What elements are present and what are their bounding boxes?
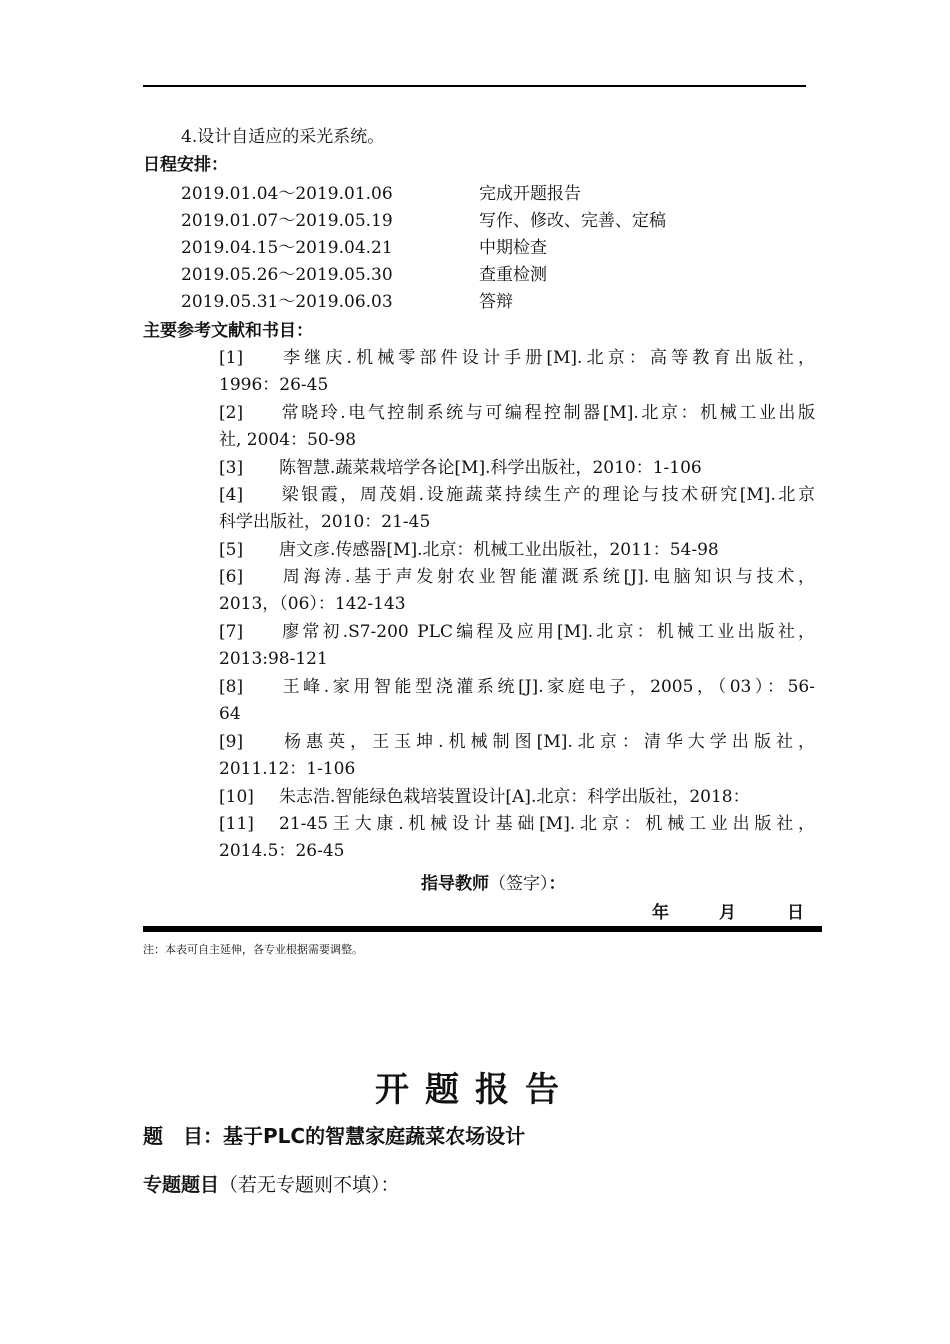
subtopic-line — [143, 1170, 400, 1197]
reference-item — [219, 345, 815, 399]
reference-line — [219, 619, 815, 646]
reference-item — [219, 564, 815, 618]
schedule-task: 写作、修改、完善、定稿 — [479, 211, 666, 231]
report-title: 开题报告 — [375, 1070, 575, 1110]
reference-item — [219, 455, 815, 482]
table-bottom-rule — [143, 926, 822, 932]
reference-line — [219, 729, 815, 756]
header-rule — [143, 85, 806, 87]
reference-item — [219, 619, 815, 673]
reference-item — [219, 729, 815, 783]
reference-line — [219, 564, 815, 591]
reference-text: 唐文彦.传感器[M].北京：机械工业出版社，2011：54-98 — [279, 540, 719, 560]
reference-item — [219, 400, 815, 454]
advisor-signature — [421, 869, 566, 894]
reference-line — [219, 811, 815, 838]
reference-number: [9] — [219, 732, 244, 752]
plan-item-4: 4.设计自适应的采光系统。 — [181, 127, 385, 147]
schedule-dates: 2019.01.07～2019.05.19 — [181, 211, 393, 231]
reference-line — [219, 345, 815, 372]
reference-text: 21-45王大康.机械设计基础[M].北京：机械工业出版社， — [279, 814, 815, 834]
schedule-dates: 2019.01.04～2019.01.06 — [181, 184, 393, 204]
reference-line — [219, 455, 815, 482]
reference-number: [7] — [219, 622, 244, 642]
reference-line — [219, 482, 815, 509]
schedule-dates: 2019.04.15～2019.04.21 — [181, 238, 393, 258]
reference-text: 王峰.家用智能型浇灌系统[J].家庭电子，2005，（03）：56- — [279, 677, 815, 697]
reference-text: 陈智慧.蔬菜栽培学各论[M].科学出版社，2010：1-106 — [279, 458, 702, 478]
schedule-dates: 2019.05.26～2019.05.30 — [181, 265, 393, 285]
reference-continuation: 2011.12：1-106 — [219, 759, 356, 779]
reference-continuation: 2013:98-121 — [219, 649, 328, 669]
reference-item — [219, 811, 815, 865]
date-year-label: 年 — [652, 903, 669, 923]
reference-text: 朱志浩.智能绿色栽培装置设计[A].北京：科学出版社，2018： — [279, 787, 750, 807]
footnote: 注：本表可自主延伸，各专业根据需要调整。 — [143, 943, 363, 956]
schedule-task: 完成开题报告 — [479, 184, 581, 204]
reference-number: [6] — [219, 567, 244, 587]
signature-label: 指导教师 — [421, 874, 489, 894]
reference-line — [219, 784, 815, 811]
reference-item — [219, 784, 815, 811]
schedule-heading: 日程安排： — [143, 155, 228, 175]
reference-text: 杨惠英，王玉坤.机械制图[M].北京：清华大学出版社， — [279, 732, 815, 752]
reference-number: [10] — [219, 787, 254, 807]
signature-paren: （签字） — [489, 874, 549, 894]
reference-line — [219, 674, 815, 701]
schedule-task: 答辩 — [479, 292, 513, 312]
reference-text: 常晓玲.电气控制系统与可编程控制器[M].北京：机械工业出版 — [279, 403, 815, 423]
reference-continuation: 2013，（06）：142-143 — [219, 594, 406, 614]
date-day-label: 日 — [787, 903, 804, 923]
reference-item — [219, 537, 815, 564]
reference-number: [11] — [219, 814, 254, 834]
subtopic-label: 专题题目 — [143, 1174, 220, 1196]
schedule-task: 中期检查 — [479, 238, 547, 258]
reference-line — [219, 537, 815, 564]
topic-line — [143, 1120, 525, 1149]
reference-continuation: 2014.5：26-45 — [219, 841, 345, 861]
reference-continuation: 社, 2004：50-98 — [219, 430, 357, 450]
signature-colon: ： — [548, 874, 566, 894]
reference-continuation: 科学出版社，2010：21-45 — [219, 512, 431, 532]
topic-value: 基于PLC的智慧家庭蔬菜农场设计 — [223, 1124, 526, 1148]
reference-text: 李继庆.机械零部件设计手册[M].北京：高等教育出版社， — [279, 348, 815, 368]
schedule-dates: 2019.05.31～2019.06.03 — [181, 292, 393, 312]
reference-number: [8] — [219, 677, 244, 697]
reference-item — [219, 482, 815, 536]
reference-number: [5] — [219, 540, 244, 560]
reference-number: [3] — [219, 458, 244, 478]
topic-label: 题 目： — [143, 1124, 223, 1148]
references-heading: 主要参考文献和书目： — [143, 321, 313, 341]
date-month-label: 月 — [719, 903, 736, 923]
schedule-task: 查重检测 — [479, 265, 547, 285]
reference-line — [219, 400, 815, 427]
reference-item — [219, 674, 815, 728]
reference-text: 廖常初.S7-200 PLC编程及应用[M].北京：机械工业出版社， — [279, 622, 815, 642]
reference-number: [1] — [219, 348, 244, 368]
reference-continuation: 64 — [219, 704, 241, 724]
subtopic-hint: （若无专题则不填）： — [219, 1174, 400, 1196]
reference-text: 周海涛.基于声发射农业智能灌溉系统[J].电脑知识与技术， — [279, 567, 815, 587]
reference-continuation: 1996：26-45 — [219, 375, 329, 395]
reference-text: 梁银霞，周茂娟.设施蔬菜持续生产的理论与技术研究[M].北京 — [279, 485, 815, 505]
reference-number: [4] — [219, 485, 244, 505]
reference-number: [2] — [219, 403, 244, 423]
